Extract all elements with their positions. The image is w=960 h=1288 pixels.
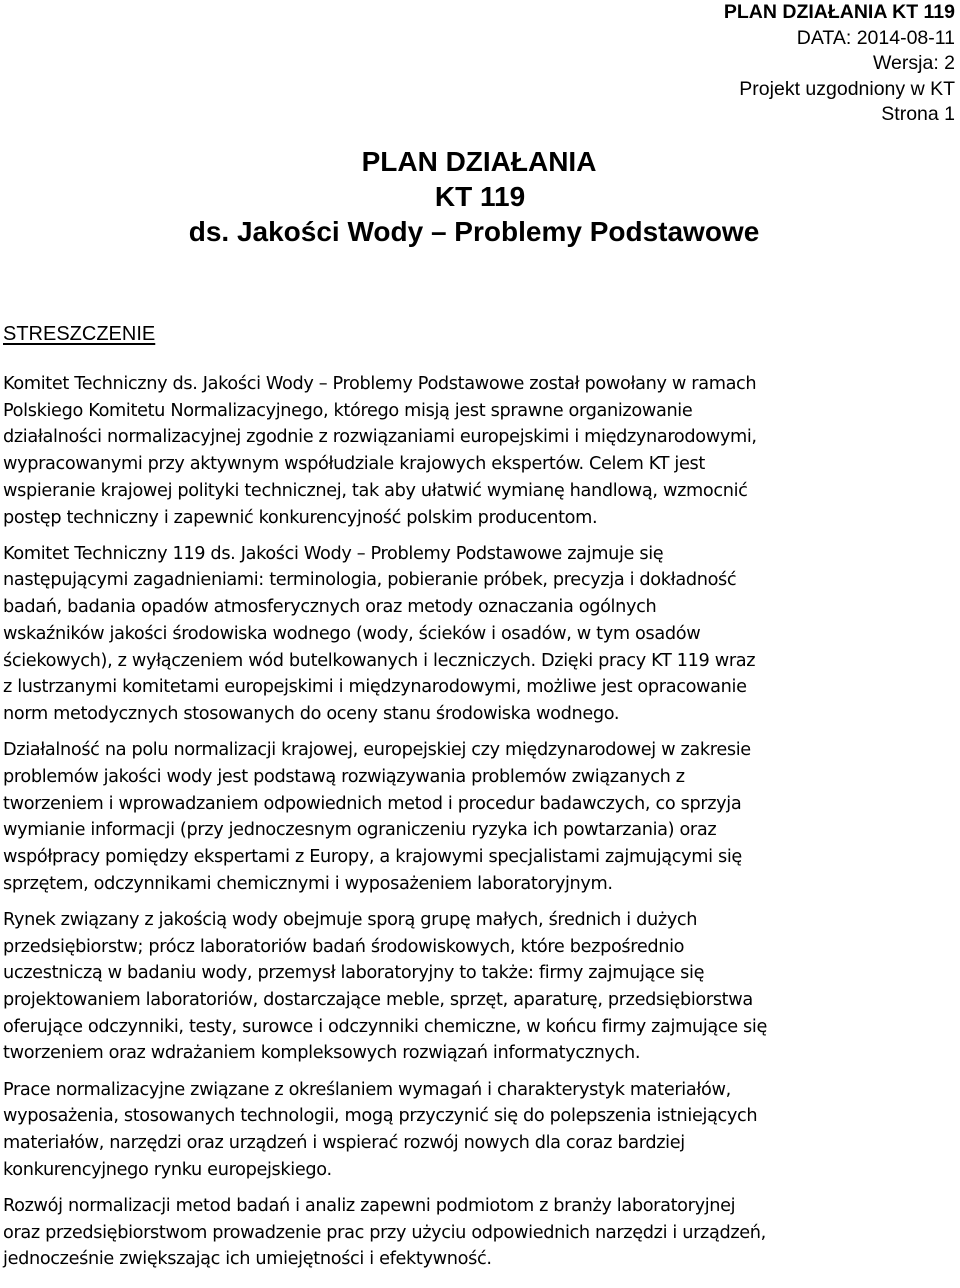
- paragraph-line: sprzętem, odczynnikami chemicznymi i wyposażeniem laboratoryjnym.: [3, 873, 613, 894]
- document-header: [555, 0, 955, 128]
- header-doc-title: PLAN DZIAŁANIA KT 119: [723, 1, 955, 23]
- paragraph-line: wypracowanymi przy aktywnym współudziale krajowych ekspertów. Celem KT jest: [3, 454, 705, 475]
- paragraph-line: oraz przedsiębiorstwom prowadzenie prac przy użyciu odpowiednich narzędzi i urządzeń,: [3, 1222, 766, 1243]
- paragraph-line: wspieranie krajowej polityki technicznej, tak aby ułatwić wymianę handlową, wzmocnić: [3, 480, 748, 501]
- paragraph-line: Komitet Techniczny 119 ds. Jakości Wody – Problemy Podstawowe zajmuje się: [3, 543, 664, 564]
- paragraph-line: postęp techniczny i zapewnić konkurencyjność polskim producentom.: [3, 507, 598, 528]
- paragraph-line: Prace normalizacyjne związane z określaniem wymagań i charakterystyk materiałów,: [3, 1079, 731, 1100]
- header-version: Wersja: 2: [873, 52, 955, 74]
- title-line-3: ds. Jakości Wody – Problemy Podstawowe: [188, 216, 760, 247]
- paragraph-line: Działalność na polu normalizacji krajowej, europejskiej czy międzynarodowej w zakresie: [3, 740, 751, 761]
- paragraph-line: Rozwój normalizacji metod badań i analiz zapewni podmiotom z branży laboratoryjnej: [3, 1195, 736, 1216]
- paragraph-line: ściekowych), z wyłączeniem wód butelkowanych i leczniczych. Dzięki pracy KT 119 wraz: [3, 650, 756, 671]
- paragraph: [3, 1193, 959, 1273]
- paragraph-line: uczestniczą w badaniu wody, przemysł laboratoryjny to także: firmy zajmujące się: [3, 963, 705, 984]
- paragraph: [3, 371, 959, 531]
- paragraph-line: współpracy pomiędzy ekspertami z Europy, a krajowymi specjalistami zajmującymi się: [3, 846, 742, 867]
- paragraph-line: wymianie informacji (przy jednoczesnym ograniczeniu ryzyka ich powtarzania) oraz: [3, 820, 717, 841]
- paragraph-line: tworzeniem oraz wdrażaniem kompleksowych rozwiązań informatycznych.: [3, 1043, 641, 1064]
- paragraph-line: Rynek związany z jakością wody obejmuje sporą grupę małych, średnich i dużych: [3, 909, 698, 930]
- paragraph-line: Komitet Techniczny ds. Jakości Wody – Problemy Podstawowe został powołany w ramach: [3, 374, 757, 394]
- paragraph-line: projektowaniem laboratoriów, dostarczające meble, sprzęt, aparaturę, przedsiębiorstwa: [3, 989, 753, 1010]
- header-status: Projekt uzgodniony w KT: [739, 77, 955, 100]
- header-page-number: Strona 1: [881, 103, 955, 125]
- paragraph-line: tworzeniem i wprowadzaniem odpowiednich metod i procedur badawczych, co sprzyja: [3, 793, 742, 814]
- paragraph-line: jednocześnie zwiększając ich umiejętności i efektywność.: [3, 1249, 492, 1270]
- paragraph-line: przedsiębiorstw; prócz laboratoriów badań środowiskowych, które bezpośrednio: [3, 936, 685, 957]
- title-line-2: KT 119: [434, 181, 526, 212]
- paragraph-line: następującymi zagadnieniami: terminologia, pobieranie próbek, precyzja i dokładność: [3, 570, 737, 591]
- paragraph-line: materiałów, narzędzi oraz urządzeń i wspierać rozwój nowych dla coraz bardziej: [3, 1132, 685, 1153]
- body-text: [3, 371, 959, 1283]
- title-line-1: PLAN DZIAŁANIA: [361, 146, 597, 177]
- paragraph-line: wyposażenia, stosowanych technologii, mogą przyczynić się do polepszenia istniejących: [3, 1106, 758, 1127]
- paragraph: [3, 541, 959, 728]
- paragraph-line: działalności normalizacyjnej zgodnie z rozwiązaniami europejskimi i międzynarodowymi,: [3, 427, 757, 448]
- document-title: [0, 144, 960, 249]
- paragraph: [3, 907, 959, 1067]
- section-heading: STRESZCZENIE: [3, 323, 156, 345]
- paragraph-line: z lustrzanymi komitetami europejskimi i międzynarodowymi, możliwe jest opracowanie: [3, 677, 747, 698]
- paragraph-line: problemów jakości wody jest podstawą rozwiązywania problemów związanych z: [3, 766, 685, 787]
- paragraph: [3, 1077, 959, 1184]
- paragraph-line: badań, badania opadów atmosferycznych oraz metody oznaczania ogólnych: [3, 597, 657, 618]
- paragraph-line: oferujące odczynniki, testy, surowce i odczynniki chemiczne, w końcu firmy zajmujące się: [3, 1016, 768, 1037]
- paragraph-line: norm metodycznych stosowanych do oceny stanu środowiska wodnego.: [3, 703, 620, 724]
- header-date: DATA: 2014-08-11: [796, 26, 955, 49]
- paragraph-line: wskaźników jakości środowiska wodnego (wody, ścieków i osadów, w tym osadów: [3, 623, 701, 644]
- paragraph-line: Polskiego Komitetu Normalizacyjnego, którego misją jest sprawne organizowanie: [3, 400, 693, 421]
- paragraph: [3, 737, 959, 897]
- paragraph-line: konkurencyjnego rynku europejskiego.: [3, 1159, 332, 1180]
